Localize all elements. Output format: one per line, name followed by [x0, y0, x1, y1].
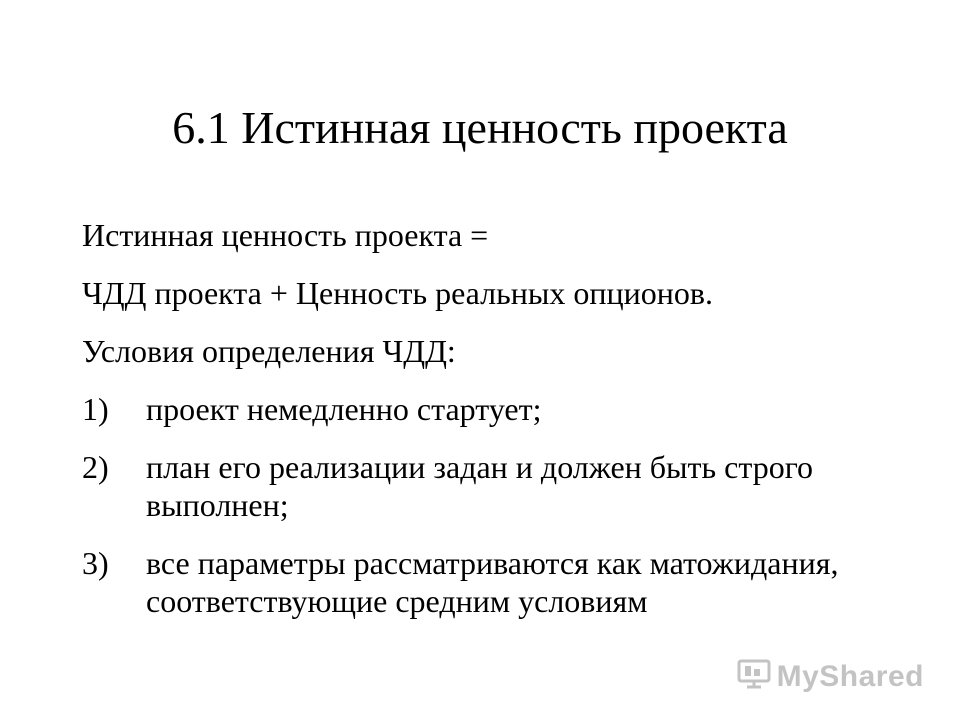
list-item-text: проект немедленно стартует;	[146, 391, 542, 427]
list-item-text: план его реализации задан и должен быть строго выполнен;	[146, 449, 814, 523]
list-item	[82, 544, 882, 620]
paragraph-definition: Истинная ценность проекта =	[82, 217, 489, 253]
conditions-list	[82, 390, 882, 620]
list-item-text: все параметры рассматриваются как матожидания, соответствующие средним условиям	[146, 545, 839, 619]
list-item-number: 2)	[82, 449, 109, 485]
paragraph-formula: ЧДД проекта + Ценность реальных опционов.	[82, 275, 713, 311]
slide-body	[82, 216, 882, 640]
paragraph-conditions-heading: Условия определения ЧДД:	[82, 333, 456, 369]
slide-title: 6.1 Истинная ценность проекта	[172, 102, 788, 153]
list-item-number: 3)	[82, 545, 109, 581]
mini-slide-deck-icon	[737, 659, 771, 694]
myshared-watermark	[737, 659, 924, 694]
list-item	[82, 390, 882, 428]
watermark-text: MyShared	[776, 659, 924, 693]
list-item	[82, 448, 882, 524]
list-item-number: 1)	[82, 391, 109, 427]
